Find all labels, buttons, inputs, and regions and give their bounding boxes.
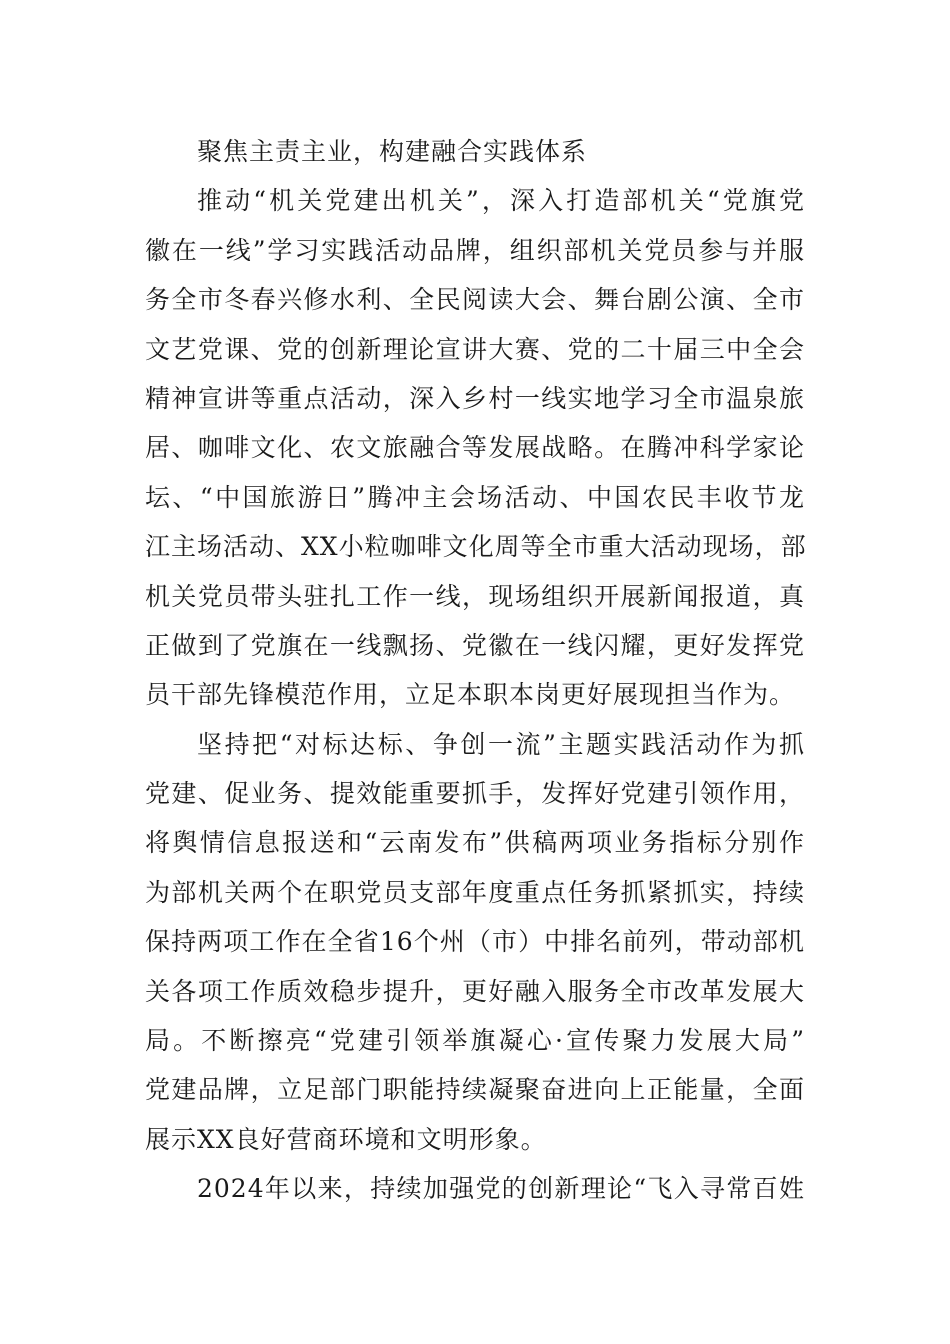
paragraph-1-line-5: 精神宣讲等重点活动，深入乡村一线实地学习全市温泉旅: [145, 383, 805, 413]
paragraph-2-line-4: 为部机关两个在职党员支部年度重点任务抓紧抓实，持续: [145, 877, 805, 907]
paragraph-1-line-3: 务全市冬春兴修水利、全民阅读大会、舞台剧公演、全市: [145, 285, 805, 315]
paragraph-1-line-6: 居、咖啡文化、农文旅融合等发展战略。在腾冲科学家论: [145, 433, 805, 463]
paragraph-1-line-8: 江主场活动、XX小粒咖啡文化周等全市重大活动现场，部: [145, 532, 807, 562]
paragraph-2-line-5: 保持两项工作在全省16个州（市）中排名前列，带动部机: [145, 927, 805, 957]
paragraph-2-line-7: 局。不断擦亮“党建引领举旗凝心·宣传聚力发展大局”: [145, 1026, 805, 1056]
paragraph-2-line-1: 坚持把“对标达标、争创一流”主题实践活动作为抓: [197, 729, 805, 759]
paragraph-2-line-9: 展示XX良好营商环境和文明形象。: [145, 1124, 547, 1154]
document-body: [145, 127, 805, 1214]
paragraph-3-line-1: 2024年以来，持续加强党的创新理论“飞入寻常百姓: [197, 1174, 805, 1204]
paragraph-1-line-1: 推动“机关党建出机关”，深入打造部机关“党旗党: [197, 186, 805, 216]
paragraph-2-line-6: 关各项工作质效稳步提升，更好融入服务全市改革发展大: [145, 976, 805, 1006]
paragraph-1-line-4: 文艺党课、党的创新理论宣讲大赛、党的二十届三中全会: [145, 334, 805, 364]
paragraph-1-line-7: 坛、“中国旅游日”腾冲主会场活动、中国农民丰收节龙: [145, 482, 805, 512]
paragraph-1-line-2: 徽在一线”学习实践活动品牌，组织部机关党员参与并服: [145, 235, 805, 265]
paragraph-1-line-9: 机关党员带头驻扎工作一线，现场组织开展新闻报道，真: [145, 581, 805, 611]
paragraph-1-line-11: 员干部先锋模范作用，立足本职本岗更好展现担当作为。: [145, 680, 796, 710]
paragraph-2-line-8: 党建品牌，立足部门职能持续凝聚奋进向上正能量，全面: [145, 1075, 805, 1105]
paragraph-2-line-3: 将舆情信息报送和“云南发布”供稿两项业务指标分别作: [145, 828, 805, 858]
paragraph-2-line-2: 党建、促业务、提效能重要抓手，发挥好党建引领作用，: [145, 779, 805, 809]
paragraph-1-line-10: 正做到了党旗在一线飘扬、党徽在一线闪耀，更好发挥党: [145, 630, 805, 660]
section-heading: 聚焦主责主业，构建融合实践体系: [197, 137, 588, 166]
